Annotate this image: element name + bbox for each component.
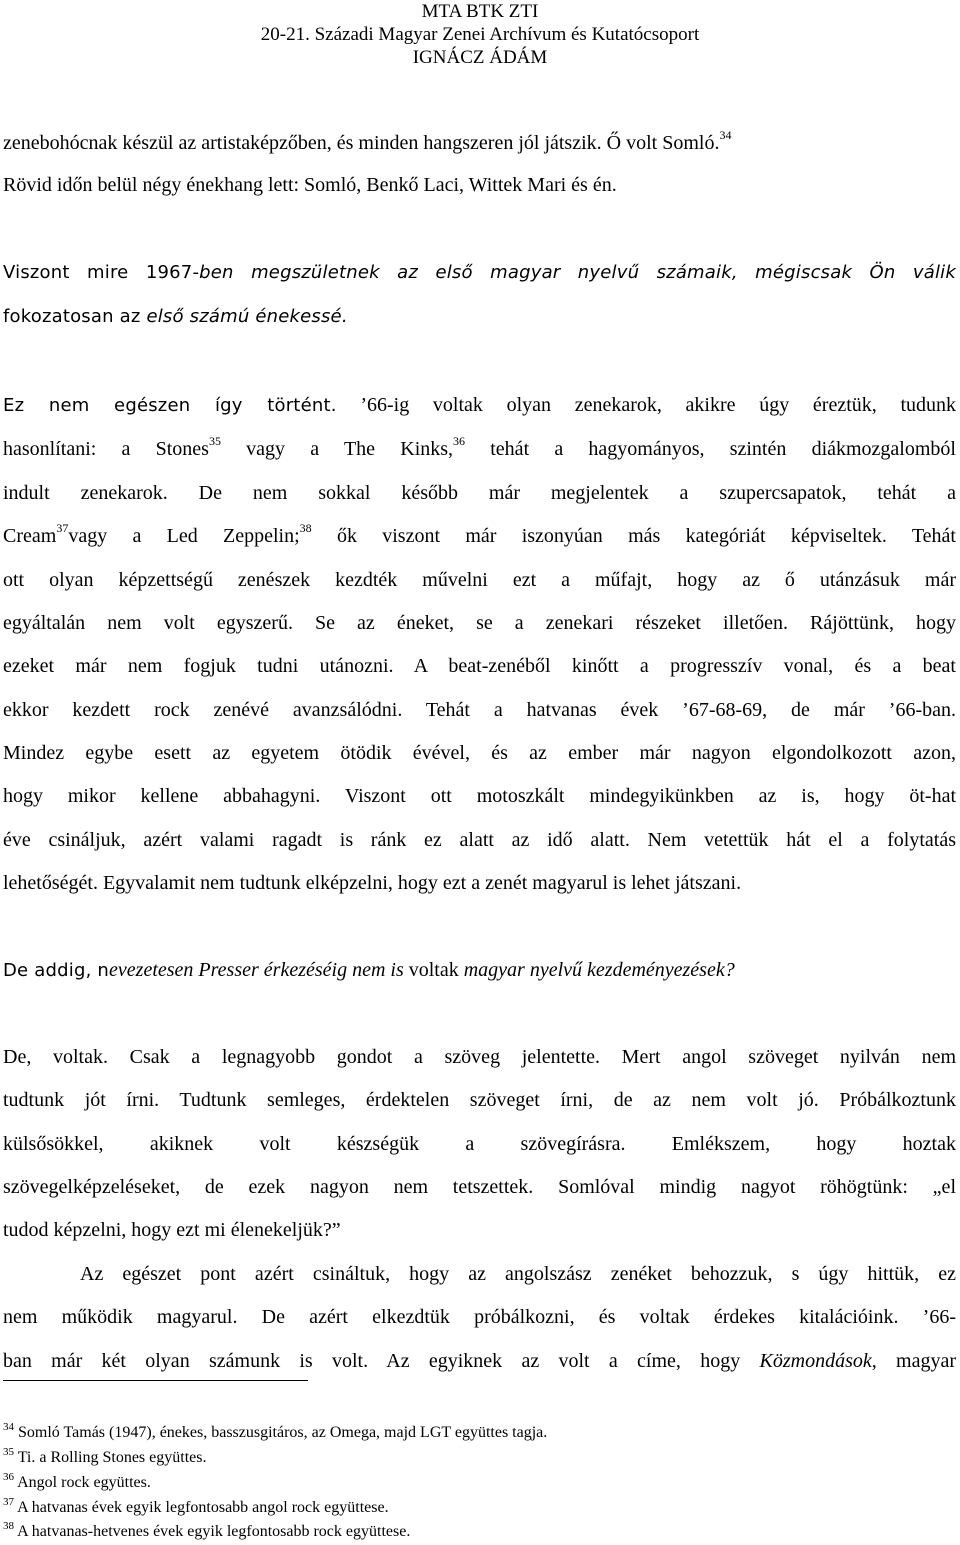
header-research-group: 20-21. Századi Magyar Zenei Archívum és Kutatócsoport [260, 24, 700, 45]
text-line: nem működik magyarul. De azért elkezdtük próbálkozni, és voltak érdekes kitalációink. ’66- [3, 1306, 956, 1328]
text-line: külsősökkel, akiknek volt készségük a szövegírásra. Emlékszem, hogy hoztak [3, 1133, 956, 1155]
footnote-ref[interactable]: 36 [453, 434, 466, 448]
text-line: egyáltalán nem volt egyszerű. Se az éneket, se a zenekari részeket illetően. Rájöttünk, hogy [3, 612, 956, 634]
text-line: lehetőségét. Egyvalamit nem tudtunk elképzelni, hogy ezt a zenét magyarul is lehet játszani. [3, 872, 742, 894]
footnote: $^{36}$ Angol rock együttes. [3, 1471, 151, 1491]
footnote-divider [3, 1380, 308, 1381]
footnote-ref[interactable]: 37 [56, 521, 69, 535]
text-line: ekkor kezdett rock zenévé avanzsálódni. Tehát a hatvanas évek ’67-68-69, de már ’66-ban. [3, 699, 956, 721]
footnote-ref[interactable]: 34 [719, 128, 732, 142]
text-line: indult zenekarok. De nem sokkal később már megjelentek a szupercsapatok, tehát a [3, 482, 957, 504]
text-line: tudod képzelni, hogy ezt mi élenekeljük?” [3, 1219, 341, 1241]
footnote: $^{37}$ A hatvanas évek egyik legfontosabb angol rock együttese. [3, 1496, 389, 1516]
interview-question: fokozatosan az első számú énekessé. [3, 306, 348, 327]
text-line: ott olyan képzettségű zenészek kezdték művelni ezt a műfajt, hogy az ő utánzásuk már [3, 569, 956, 591]
text-line: Ez nem egészen így történt. ’66-ig voltak olyan zenekarok, akikre úgy éreztük, tudunk [3, 394, 956, 416]
footnote: $^{38}$ A hatvanas-hetvenes évek egyik legfontosabb rock együttese. [3, 1520, 411, 1540]
header-author: IGNÁCZ ÁDÁM [412, 47, 548, 68]
text-line: Cream$^{37}$vagy a Led Zeppelin;$^{38}$ ők viszont már iszonyúan más kategóriát képviseltek. Tehát [3, 521, 956, 547]
text-line: hasonlítani: a Stones$^{35}$ vagy a The Kinks,$^{36}$ tehát a hagyományos, szintén diákmozgalomból [3, 434, 956, 460]
text-line: hogy mikor kellene abbahagyni. Viszont ott motoszkált mindegyikünkben az is, hogy öt-hat [3, 785, 956, 807]
footnote-ref[interactable]: 38 [299, 521, 312, 535]
footnote: $^{34}$ Somló Tamás (1947), énekes, basszusgitáros, az Omega, majd LGT együttes tagja. [3, 1421, 548, 1441]
text-line: Mindez egybe esett az egyetem ötödik évével, és az ember már nagyon elgondolkozott azon, [3, 742, 956, 764]
text-line: szövegelképzeléseket, de ezek nagyon nem tetszettek. Somlóval mindig nagyot röhögtünk: „el [3, 1176, 956, 1198]
header-institution: MTA BTK ZTI [421, 1, 539, 22]
text-line: ban már két olyan számunk is volt. Az egyiknek az volt a címe, hogy Közmondások, magyar [3, 1350, 956, 1372]
footnote-ref[interactable]: 35 [208, 434, 221, 448]
interview-question: Viszont mire 1967-ben megszületnek az első magyar nyelvű számaik, mégiscsak Ön válik [3, 262, 956, 283]
text-line: ezeket már nem fogjuk tudni utánozni. A beat-zenéből kinőtt a progresszív vonal, és a beat [3, 655, 956, 677]
text-line: éve csináljuk, azért valami ragadt is ránk ez alatt az idő alatt. Nem vetettük hát el a folytatás [3, 829, 956, 851]
text-line: De, voltak. Csak a legnagyobb gondot a szöveg jelentette. Mert angol szöveget nyilván nem [3, 1046, 956, 1068]
interview-question: De addig, nevezetesen Presser érkezéséig nem is voltak magyar nyelvű kezdeményezések? [3, 959, 735, 981]
text-line: zenebohócnak készül az artistaképzőben, és minden hangszeren jól játszik. Ő volt Somló.$^{34}$ [3, 128, 732, 154]
page-header [0, 0, 960, 69]
text-line: tudtunk jót írni. Tudtunk semleges, érdektelen szöveget írni, de az nem volt jó. Próbálkoztunk [3, 1089, 956, 1111]
text-line: Az egészet pont azért csináltuk, hogy az angolszász zenéket behozzuk, s úgy hittük, ez [80, 1263, 956, 1285]
footnote: $^{35}$ Ti. a Rolling Stones együttes. [3, 1446, 207, 1466]
text-line: Rövid időn belül négy énekhang lett: Somló, Benkő Laci, Wittek Mari és én. [3, 174, 617, 196]
